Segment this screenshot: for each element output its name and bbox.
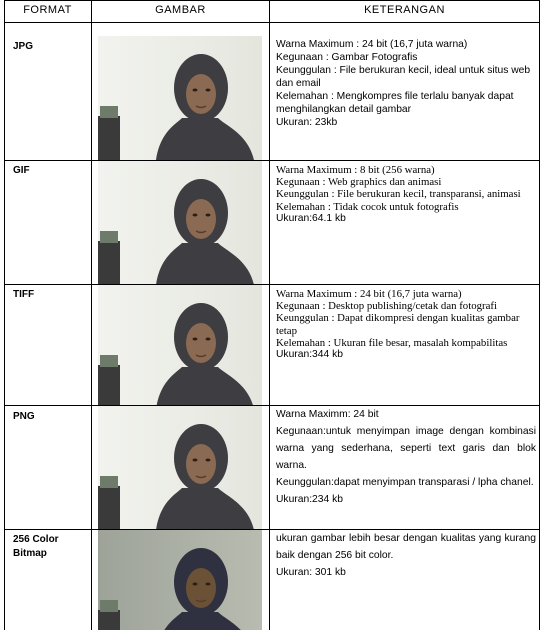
photo-gif (98, 161, 262, 284)
desc-line: Keunggulan : File berukuran kecil, ideal untuk situs web dan email (276, 65, 531, 89)
row-divider (4, 160, 540, 161)
description-jpg (276, 38, 536, 129)
row-divider (4, 284, 540, 285)
header-gambar: GAMBAR (155, 4, 206, 16)
format-label-gif: GIF (13, 165, 30, 176)
format-label-tiff: TIFF (13, 289, 35, 300)
header-keterangan: KETERANGAN (364, 4, 445, 16)
format-comparison-table (4, 0, 540, 630)
description-tiff (276, 288, 536, 361)
desc-line: Kegunaan : Gambar Fotografis (276, 52, 418, 63)
desc-line: Kelemahan : Mengkompres file terlalu banyak dapat menghilangkan detail gambar (276, 91, 514, 115)
header-divider (4, 22, 540, 23)
desc-line: Ukuran: 23kb (276, 117, 338, 128)
desc-line: Kegunaan : Web graphics dan animasi (276, 176, 442, 189)
desc-line: Ukuran: 301 kb (276, 567, 346, 578)
description-256-color-bitmap (276, 530, 536, 581)
desc-line: Ukuran:234 kb (276, 494, 343, 505)
desc-line: Kelemahan : Ukuran file besar, masalah kompabilitas (276, 336, 508, 349)
photo-png (98, 406, 262, 529)
photo-tiff (98, 285, 262, 405)
desc-line: Keunggulan : File berukuran kecil, transparansi, animasi (276, 188, 521, 201)
desc-line: Warna Maximum : 24 bit (16,7 juta warna) (276, 39, 468, 50)
header-format: FORMAT (23, 4, 72, 16)
column-divider (269, 0, 270, 630)
photo-jpg (98, 36, 262, 160)
format-label-jpg: JPG (13, 41, 34, 52)
desc-line: Kelemahan : Tidak cocok untuk fotografis (276, 200, 459, 213)
table-border-left (4, 0, 5, 630)
desc-line: Warna Maximm: 24 bit (276, 409, 379, 420)
desc-line: Kegunaan:untuk menyimpan image dengan kombinasi warna yang sederhana, seperti text garis dan blok warna. (276, 426, 536, 471)
desc-line: Kegunaan : Desktop publishing/cetak dan fotografi (276, 300, 497, 313)
desc-line: Ukuran:344 kb (276, 349, 343, 361)
table-border-top (4, 0, 540, 1)
format-label-256-color-bitmap: 256 Color Bitmap (13, 534, 59, 559)
description-png (276, 406, 536, 508)
photo-256-color-bitmap (98, 530, 262, 630)
desc-line: Warna Maximum : 24 bit (16,7 juta warna) (276, 288, 462, 300)
desc-line: ukuran gambar lebih besar dengan kualitas yang kurang baik dengan 256 bit color. (276, 533, 536, 561)
desc-line: Warna Maximum : 8 bit (256 warna) (276, 164, 435, 176)
description-gif (276, 164, 536, 225)
desc-line: Keunggulan:dapat menyimpan transparasi / lpha chanel. (276, 477, 534, 488)
format-label-png: PNG (13, 411, 35, 422)
desc-line: Keunggulan : Dapat dikompresi dengan kualitas gambar tetap (276, 312, 520, 337)
table-border-right (539, 0, 540, 630)
desc-line: Ukuran:64.1 kb (276, 212, 346, 224)
column-divider (91, 0, 92, 630)
